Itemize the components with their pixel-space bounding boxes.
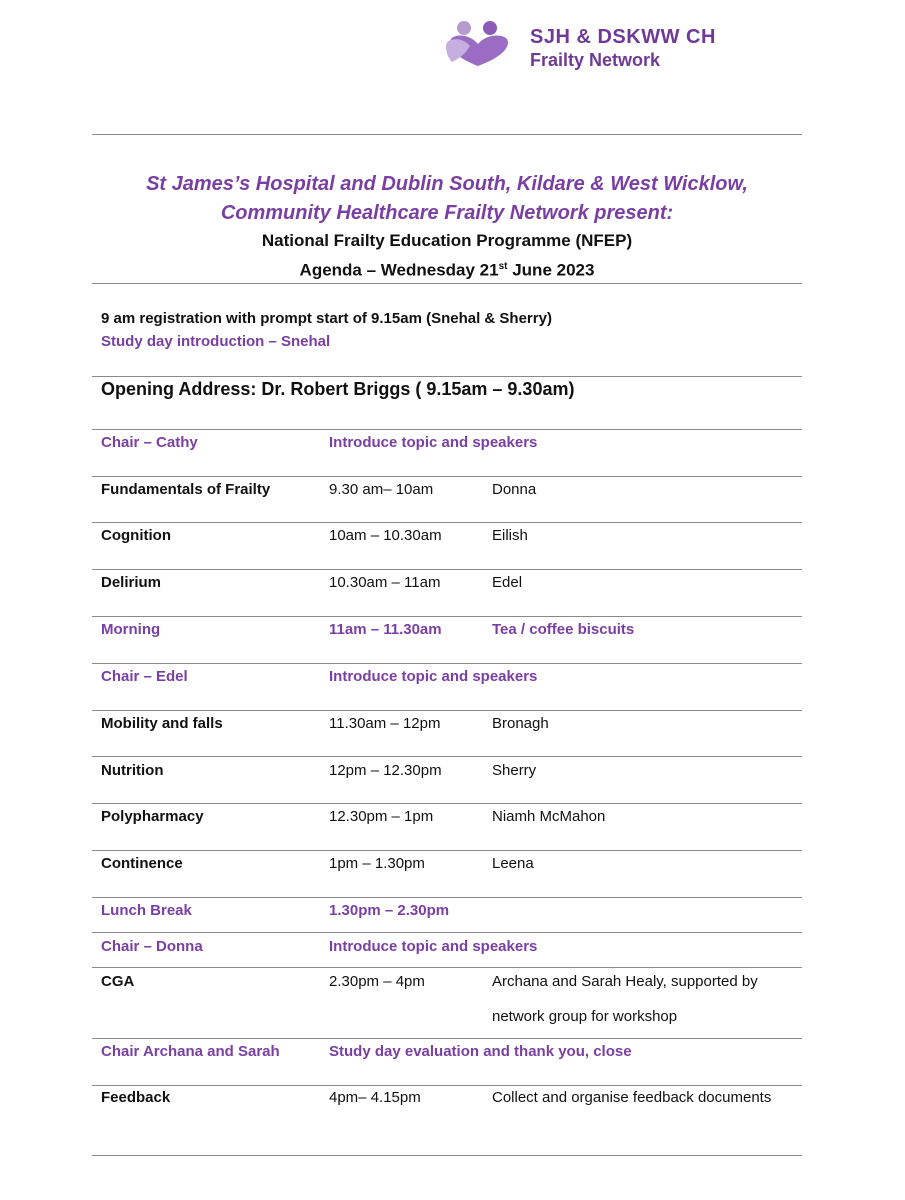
session-speaker: Donna xyxy=(492,481,537,498)
session-label: Mobility and falls xyxy=(101,715,223,732)
page-heading xyxy=(92,170,802,284)
session-speaker: Eilish xyxy=(492,527,528,544)
logo-title: SJH & DSKWW CH xyxy=(530,26,716,48)
session-time: 9.30 am– 10am xyxy=(329,481,434,498)
session-time: 1pm – 1.30pm xyxy=(329,855,425,872)
session-speaker: Leena xyxy=(492,855,534,872)
session-label: Delirium xyxy=(101,574,162,591)
session-time: 10.30am – 11am xyxy=(329,574,441,591)
session-label: Polypharmacy xyxy=(101,808,204,825)
session-time: 2.30pm – 4pm xyxy=(329,973,425,990)
session-label: Chair Archana and Sarah xyxy=(101,1043,280,1060)
divider xyxy=(92,376,802,377)
session-speaker: Bronagh xyxy=(492,715,549,732)
session-speaker: Collect and organise feedback documents xyxy=(492,1089,772,1106)
opening-address: Opening Address: Dr. Robert Briggs ( 9.15am – 9.30am) xyxy=(101,379,575,399)
session-speaker: Tea / coffee biscuits xyxy=(492,621,635,638)
session-label: Lunch Break xyxy=(101,902,192,919)
title-line-2: Community Healthcare Frailty Network present: xyxy=(220,202,674,224)
session-label: Continence xyxy=(101,855,183,872)
session-speaker: Edel xyxy=(492,574,523,591)
session-time: 1.30pm – 2.30pm xyxy=(329,902,450,919)
session-time: Study day evaluation and thank you, close xyxy=(329,1043,632,1060)
session-speaker: Sherry xyxy=(492,762,537,779)
title-line-1: St James’s Hospital and Dublin South, Kildare & West Wicklow, xyxy=(146,173,748,195)
session-label: Chair – Donna xyxy=(101,938,203,955)
study-day-intro: Study day introduction – Snehal xyxy=(101,333,331,350)
session-time: 11am – 11.30am xyxy=(329,621,442,638)
session-speaker: Niamh McMahon xyxy=(492,808,606,825)
session-label: Fundamentals of Frailty xyxy=(101,481,271,498)
session-label: Cognition xyxy=(101,527,171,544)
session-speaker: Archana and Sarah Healy, supported by network group for workshop xyxy=(492,973,758,1025)
session-time: Introduce topic and speakers xyxy=(329,938,538,955)
network-logo xyxy=(444,18,804,68)
registration-note: 9 am registration with prompt start of 9.15am (Snehal & Sherry) xyxy=(101,310,552,327)
session-label: Feedback xyxy=(101,1089,171,1106)
session-time: 10am – 10.30am xyxy=(329,527,442,544)
session-label: Morning xyxy=(101,621,161,638)
session-label: CGA xyxy=(101,973,135,990)
divider xyxy=(92,1155,802,1156)
divider xyxy=(92,134,802,135)
session-label: Chair – Cathy xyxy=(101,434,198,451)
session-label: Chair – Edel xyxy=(101,668,188,685)
session-label: Nutrition xyxy=(101,762,164,779)
heart-people-icon xyxy=(444,20,524,66)
logo-subtitle: Frailty Network xyxy=(530,50,661,70)
session-time: 12.30pm – 1pm xyxy=(329,808,434,825)
session-time: 11.30am – 12pm xyxy=(329,715,441,732)
agenda-date: Agenda – Wednesday 21st June 2023 xyxy=(299,260,595,280)
divider xyxy=(92,283,802,284)
session-time: Introduce topic and speakers xyxy=(329,434,538,451)
session-time: 12pm – 12.30pm xyxy=(329,762,442,779)
programme-title: National Frailty Education Programme (NFEP) xyxy=(261,231,633,250)
session-time: 4pm– 4.15pm xyxy=(329,1089,421,1106)
session-time: Introduce topic and speakers xyxy=(329,668,538,685)
